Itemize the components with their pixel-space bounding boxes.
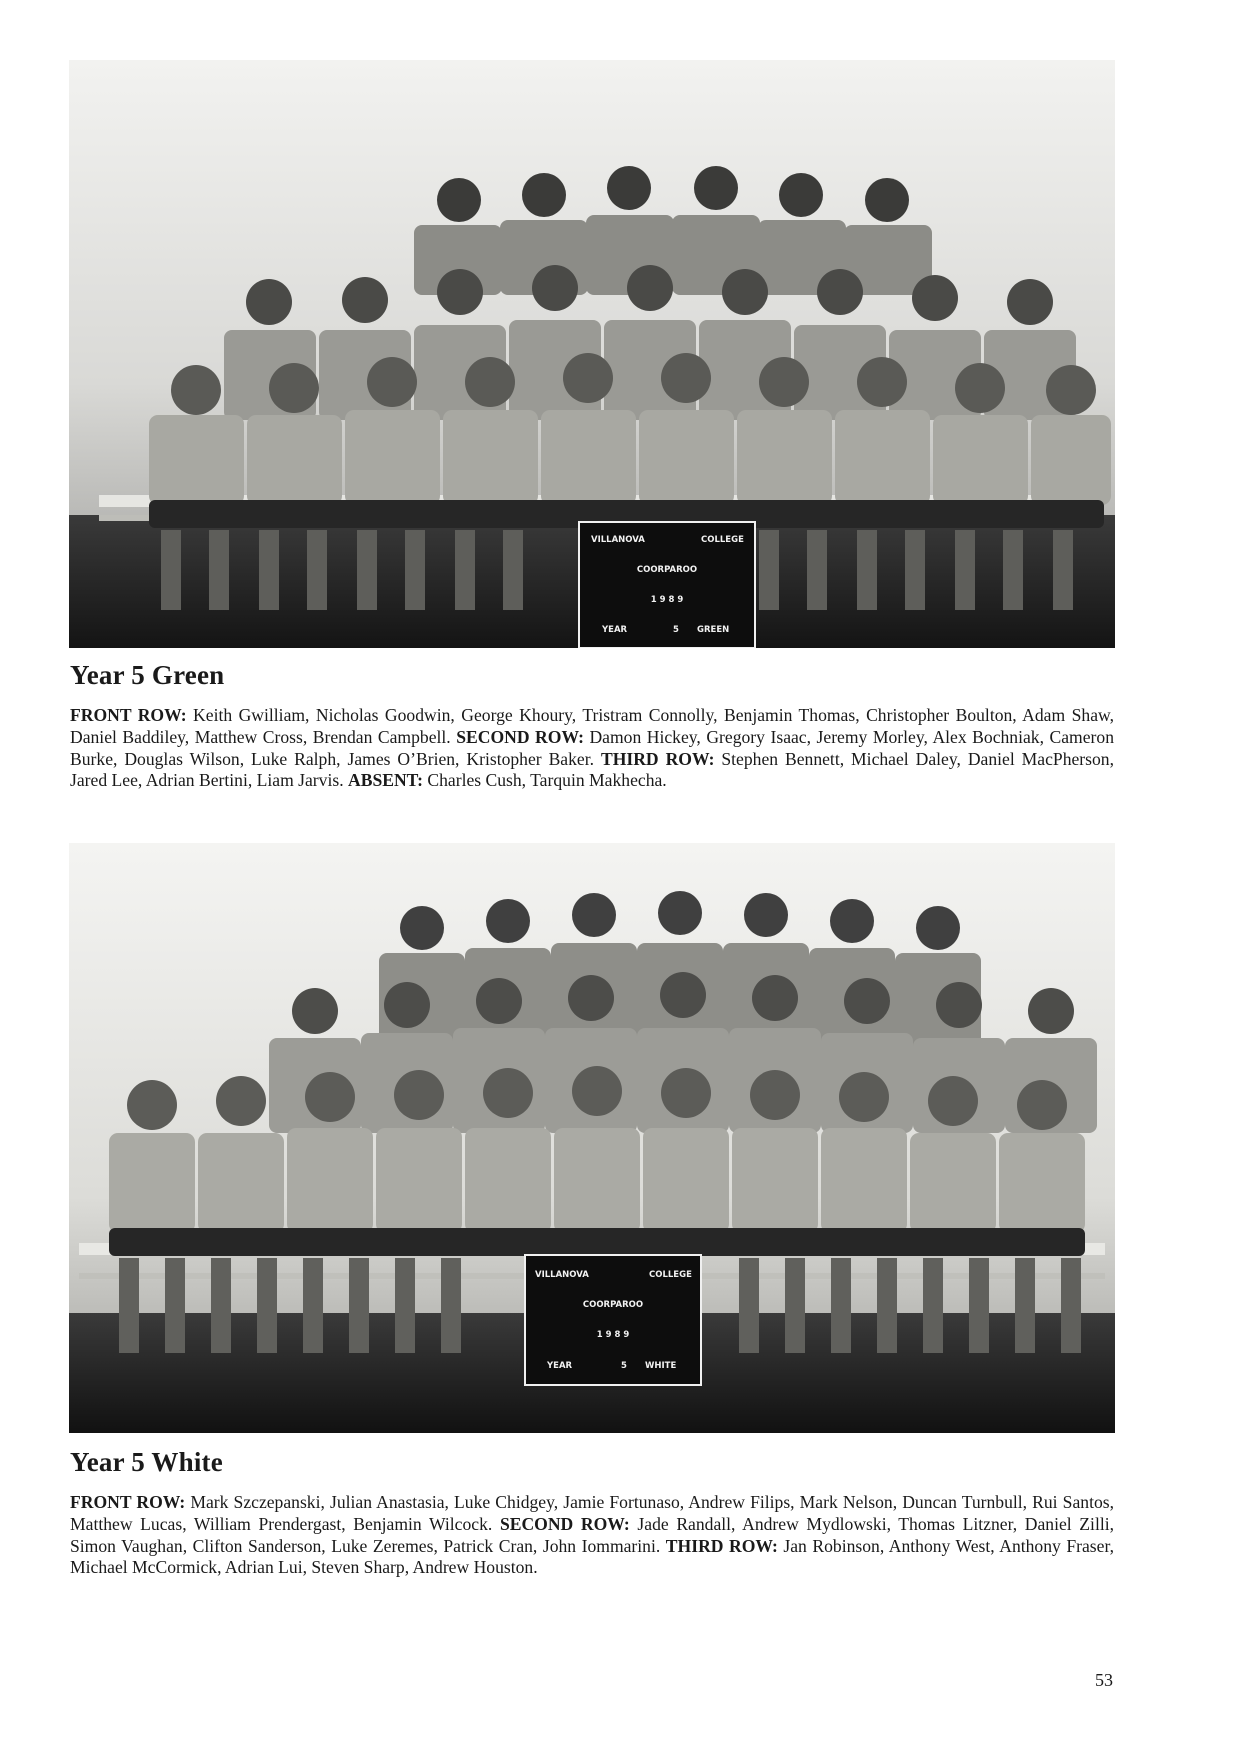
sign-school: VILLANOVA	[535, 1270, 589, 1280]
class-photo-year5-green-image	[69, 60, 1115, 648]
second-row-names: Jade Randall, Andrew Mydlowski, Thomas Litzner, Daniel Zilli, Simon Vaughan, Clifton Sanderson, Luke Zeremes, Patrick Cran, John Iommarini.	[70, 1513, 1115, 1556]
class-sign-board	[525, 1255, 701, 1385]
sign-suburb: COORPAROO	[636, 565, 698, 575]
class-photo-year5-white-image	[69, 843, 1115, 1433]
absent-names: Charles Cush, Tarquin Makhecha.	[422, 770, 667, 791]
front-row-names: Mark Szczepanski, Julian Anastasia, Luke Chidgey, Jamie Fortunaso, Andrew Filips, Mark Nelson, Duncan Turnbull, Rui Santos, Matthew Lucas, William Prendergast, Benjamin Wilcock.	[70, 1492, 1114, 1534]
sign-school: VILLANOVA	[591, 535, 645, 545]
front-row-label: FRONT ROW:	[70, 705, 187, 725]
caption-year5-white	[70, 1492, 1114, 1579]
absent-label: ABSENT:	[348, 770, 423, 791]
second-row-names: Damon Hickey, Gregory Isaac, Jeremy Morley, Alex Bochniak, Cameron Burke, Douglas Wilson, Luke Ralph, James O’Brien, Kristopher Baker.	[70, 726, 1115, 769]
section-heading-year5-white: Year 5 White	[70, 1447, 223, 1477]
third-row-names: Stephen Bennett, Michael Daley, Daniel MacPherson, Jared Lee, Adrian Bertini, Liam Jarvis.	[70, 748, 1114, 791]
third-row-names: Jan Robinson, Anthony West, Anthony Fraser, Michael McCormick, Adrian Lui, Steven Sharp, Andrew Houston.	[70, 1535, 1114, 1578]
sign-class-name: WHITE	[645, 1361, 677, 1371]
sign-class-num: 5	[673, 625, 679, 635]
front-row-label: FRONT ROW:	[70, 1492, 186, 1512]
sign-class-num: 5	[621, 1361, 627, 1371]
sign-class-name: GREEN	[697, 625, 730, 635]
third-row-label: THIRD ROW:	[665, 1535, 778, 1556]
page-number: 53	[1095, 1670, 1113, 1690]
sign-year: 1 9 8 9	[650, 595, 684, 605]
sign-suburb: COORPAROO	[582, 1300, 644, 1310]
front-row-names: Keith Gwilliam, Nicholas Goodwin, George Khoury, Tristram Connolly, Benjamin Thomas, Christopher Boulton, Adam Shaw, Daniel Baddiley, Matthew Cross, Brendan Campbell.	[70, 705, 1114, 747]
section-heading-year5-green: Year 5 Green	[70, 660, 225, 690]
class-photo-year5-white	[69, 843, 1115, 1433]
class-photo-year5-green	[69, 60, 1115, 648]
sign-college: COLLEGE	[649, 1270, 692, 1280]
second-row-label: SECOND ROW:	[499, 1513, 630, 1534]
sign-class-label: YEAR	[547, 1361, 573, 1371]
sign-class-label: YEAR	[602, 625, 628, 635]
sign-college: COLLEGE	[701, 535, 744, 545]
sign-year: 1 9 8 9	[596, 1330, 630, 1340]
caption-year5-green	[70, 705, 1114, 792]
third-row-label: THIRD ROW:	[600, 748, 715, 769]
class-sign-board	[579, 522, 755, 648]
second-row-label: SECOND ROW:	[456, 726, 584, 747]
